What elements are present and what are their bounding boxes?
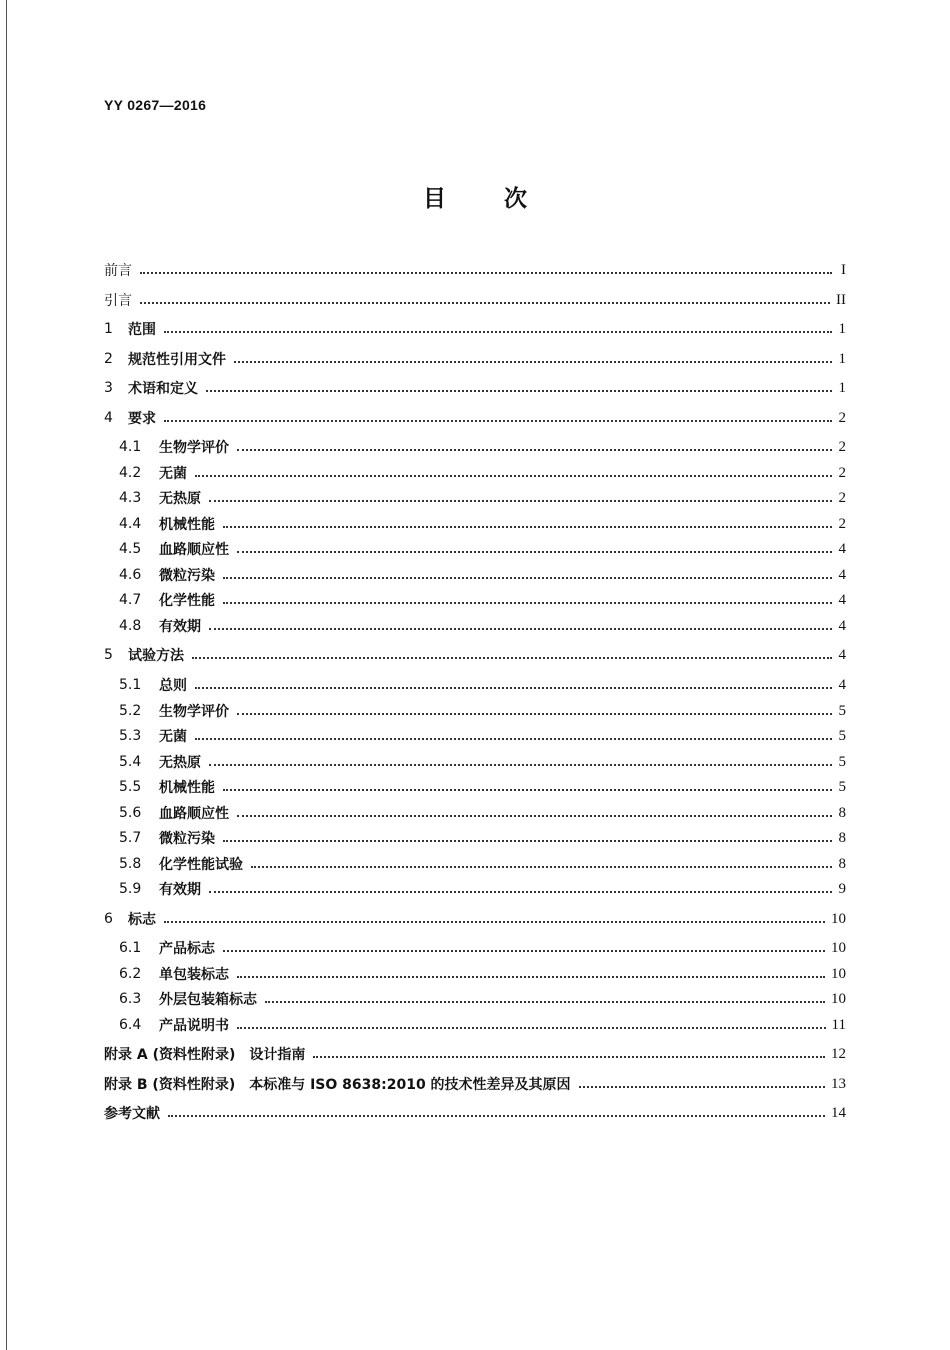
- toc-entry[interactable]: [104, 961, 846, 987]
- toc-entry[interactable]: [104, 986, 846, 1012]
- toc-entry-number: 5.3: [119, 728, 142, 744]
- dot-leader: [251, 865, 832, 868]
- toc-entry-title: 血路顺应性: [159, 542, 229, 558]
- toc-entry[interactable]: [104, 257, 846, 283]
- toc-entry-page: 8: [838, 855, 846, 872]
- dot-leader: [223, 839, 832, 842]
- toc-entry-page: 8: [838, 829, 846, 846]
- dot-leader: [234, 360, 832, 363]
- toc-entry-title: 总则: [159, 678, 187, 694]
- toc-entry[interactable]: [104, 749, 846, 775]
- toc-entry-title: 有效期: [159, 882, 201, 898]
- toc-entry-page: 9: [838, 880, 846, 897]
- toc-entry-title: 要求: [128, 411, 156, 427]
- dot-leader: [192, 656, 832, 659]
- dot-leader: [237, 448, 832, 451]
- toc-entry-title: 产品说明书: [159, 1018, 229, 1034]
- dot-leader: [206, 389, 832, 392]
- toc-entry-page: 2: [838, 515, 846, 532]
- toc-entry-page: 4: [838, 646, 846, 663]
- toc-entry-title: 外层包装箱标志: [159, 992, 257, 1008]
- dot-leader: [223, 601, 832, 604]
- toc-entry[interactable]: [104, 1071, 846, 1097]
- toc-entry[interactable]: [104, 485, 846, 511]
- toc-entry-number: 5.8: [119, 856, 142, 872]
- toc-entry[interactable]: [104, 460, 846, 486]
- dot-leader: [237, 550, 832, 553]
- toc-entry-page: 5: [838, 778, 846, 795]
- toc-entry[interactable]: [104, 316, 846, 342]
- toc-entry[interactable]: [104, 935, 846, 961]
- dot-leader: [195, 686, 832, 689]
- toc-entry[interactable]: [104, 851, 846, 877]
- toc-entry[interactable]: [104, 587, 846, 613]
- dot-leader: [223, 525, 832, 528]
- toc-entry-number: 4: [104, 410, 113, 426]
- toc-entry[interactable]: [104, 800, 846, 826]
- dot-leader: [579, 1085, 825, 1088]
- dot-leader: [209, 890, 832, 893]
- toc-entry-page: 14: [831, 1104, 846, 1121]
- toc-entry-number: 5.2: [119, 703, 142, 719]
- toc-entry[interactable]: [104, 536, 846, 562]
- toc-entry[interactable]: [104, 1041, 846, 1067]
- toc-entry-page: 10: [831, 910, 846, 927]
- dot-leader: [223, 576, 832, 579]
- toc-entry-page: 4: [838, 540, 846, 557]
- dot-leader: [168, 1114, 825, 1117]
- toc-entry[interactable]: [104, 1100, 846, 1126]
- toc-entry-page: 8: [838, 804, 846, 821]
- toc-entry-title: 术语和定义: [128, 381, 198, 397]
- toc-entry-title: 生物学评价: [159, 704, 229, 720]
- toc-entry-title: 参考文献: [104, 1106, 160, 1122]
- toc-entry-page: 5: [838, 702, 846, 719]
- toc-entry-number: 4.5: [119, 541, 142, 557]
- toc-entry-number: 5.7: [119, 830, 142, 846]
- toc-entry-number: 4.3: [119, 490, 142, 506]
- dot-leader: [313, 1055, 825, 1058]
- toc-entry-number: 6.2: [119, 966, 142, 982]
- toc-entry-title: 单包装标志: [159, 967, 229, 983]
- dot-leader: [265, 1000, 825, 1003]
- toc-entry[interactable]: [104, 346, 846, 372]
- toc-entry[interactable]: [104, 613, 846, 639]
- toc-entry-title: 无菌: [159, 466, 187, 482]
- toc-entry-page: 12: [831, 1045, 846, 1062]
- toc-entry[interactable]: [104, 642, 846, 668]
- toc-entry-title: 生物学评价: [159, 440, 229, 456]
- toc-entry[interactable]: [104, 1012, 846, 1038]
- dot-leader: [209, 499, 832, 502]
- toc-entry-title: 血路顺应性: [159, 806, 229, 822]
- toc-entry-title: 无热原: [159, 491, 201, 507]
- toc-entry-page: 5: [838, 727, 846, 744]
- dot-leader: [237, 712, 832, 715]
- toc-entry-page: 10: [831, 939, 846, 956]
- toc-entry-page: II: [836, 291, 846, 308]
- toc-entry-title: 机械性能: [159, 780, 215, 796]
- toc-entry-page: 4: [838, 566, 846, 583]
- toc-entry-number: 5.4: [119, 754, 142, 770]
- dot-leader: [164, 920, 825, 923]
- toc-entry-number: 4.1: [119, 439, 142, 455]
- toc-entry-number: 4.2: [119, 465, 142, 481]
- toc-entry-title: 有效期: [159, 619, 201, 635]
- dot-leader: [237, 975, 825, 978]
- dot-leader: [140, 301, 830, 304]
- toc-entry-number: 4.4: [119, 516, 142, 532]
- toc-entry-page: 4: [838, 591, 846, 608]
- toc-entry[interactable]: [104, 375, 846, 401]
- dot-leader: [223, 788, 832, 791]
- dot-leader: [164, 419, 832, 422]
- dot-leader: [223, 949, 825, 952]
- title-char-2: 次: [504, 186, 527, 212]
- toc-entry-title: 附录 A (资料性附录) 设计指南: [104, 1047, 306, 1063]
- toc-entry-title: 附录 B (资料性附录) 本标准与 ISO 8638:2010 的技术性差异及其原因: [104, 1077, 571, 1093]
- toc-entry-title: 标志: [128, 912, 156, 928]
- toc-entry[interactable]: [104, 672, 846, 698]
- toc-entry[interactable]: [104, 562, 846, 588]
- dot-leader: [195, 737, 832, 740]
- toc-entry-number: 2: [104, 351, 113, 367]
- toc-entry-title: 前言: [104, 263, 132, 279]
- page-title: [0, 180, 950, 213]
- dot-leader: [209, 763, 832, 766]
- toc-entry-number: 4.8: [119, 618, 142, 634]
- toc-entry[interactable]: [104, 906, 846, 932]
- toc-entry-number: 5.9: [119, 881, 142, 897]
- toc-entry-number: 4.6: [119, 567, 142, 583]
- toc-entry-title: 无热原: [159, 755, 201, 771]
- toc-entry[interactable]: [104, 774, 846, 800]
- toc-entry[interactable]: [104, 434, 846, 460]
- toc-entry[interactable]: [104, 876, 846, 902]
- toc-entry-page: 13: [831, 1075, 846, 1092]
- dot-leader: [140, 271, 832, 274]
- toc-entry-number: 4.7: [119, 592, 142, 608]
- dot-leader: [237, 814, 832, 817]
- toc-entry-title: 范围: [128, 322, 156, 338]
- document-id: YY 0267—2016: [104, 97, 207, 113]
- toc-entry-page: 1: [838, 379, 846, 396]
- toc-entry-page: 2: [838, 409, 846, 426]
- toc-entry-page: 1: [838, 320, 846, 337]
- toc-entry[interactable]: [104, 723, 846, 749]
- toc-entry-title: 产品标志: [159, 941, 215, 957]
- toc-entry[interactable]: [104, 511, 846, 537]
- toc-entry[interactable]: [104, 405, 846, 431]
- toc-entry-number: 6.4: [119, 1017, 142, 1033]
- toc-entry-page: 2: [838, 464, 846, 481]
- toc-entry-page: 10: [831, 965, 846, 982]
- toc-entry-page: I: [841, 261, 846, 278]
- toc-entry[interactable]: [104, 825, 846, 851]
- toc-entry-number: 5: [104, 647, 113, 663]
- toc-entry-page: 2: [838, 489, 846, 506]
- toc-entry-title: 无菌: [159, 729, 187, 745]
- dot-leader: [164, 330, 832, 333]
- dot-leader: [195, 474, 832, 477]
- toc-entry-title: 引言: [104, 293, 132, 309]
- toc-entry-title: 化学性能试验: [159, 857, 243, 873]
- toc-entry-number: 3: [104, 380, 113, 396]
- toc-entry-number: 6.3: [119, 991, 142, 1007]
- toc-entry-page: 10: [831, 990, 846, 1007]
- dot-leader: [237, 1026, 826, 1029]
- toc-entry-number: 5.6: [119, 805, 142, 821]
- toc-entry-number: 1: [104, 321, 113, 337]
- toc-entry-page: 4: [838, 617, 846, 634]
- toc-entry[interactable]: [104, 698, 846, 724]
- toc-entry-page: 4: [838, 676, 846, 693]
- toc-entry[interactable]: [104, 287, 846, 313]
- toc-entry-page: 11: [831, 1016, 846, 1033]
- toc-entry-number: 5.5: [119, 779, 142, 795]
- toc-entry-title: 规范性引用文件: [128, 352, 226, 368]
- toc-entry-title: 试验方法: [128, 648, 184, 664]
- toc-entry-page: 2: [838, 438, 846, 455]
- toc-entry-number: 6: [104, 911, 113, 927]
- toc-entry-title: 化学性能: [159, 593, 215, 609]
- toc-entry-page: 1: [838, 350, 846, 367]
- toc-entry-title: 微粒污染: [159, 568, 215, 584]
- toc-entry-page: 5: [838, 753, 846, 770]
- toc-entry-title: 微粒污染: [159, 831, 215, 847]
- toc-entry-number: 5.1: [119, 677, 142, 693]
- title-char-1: 目: [423, 186, 446, 212]
- toc-entry-number: 6.1: [119, 940, 142, 956]
- dot-leader: [209, 627, 832, 630]
- toc-entry-title: 机械性能: [159, 517, 215, 533]
